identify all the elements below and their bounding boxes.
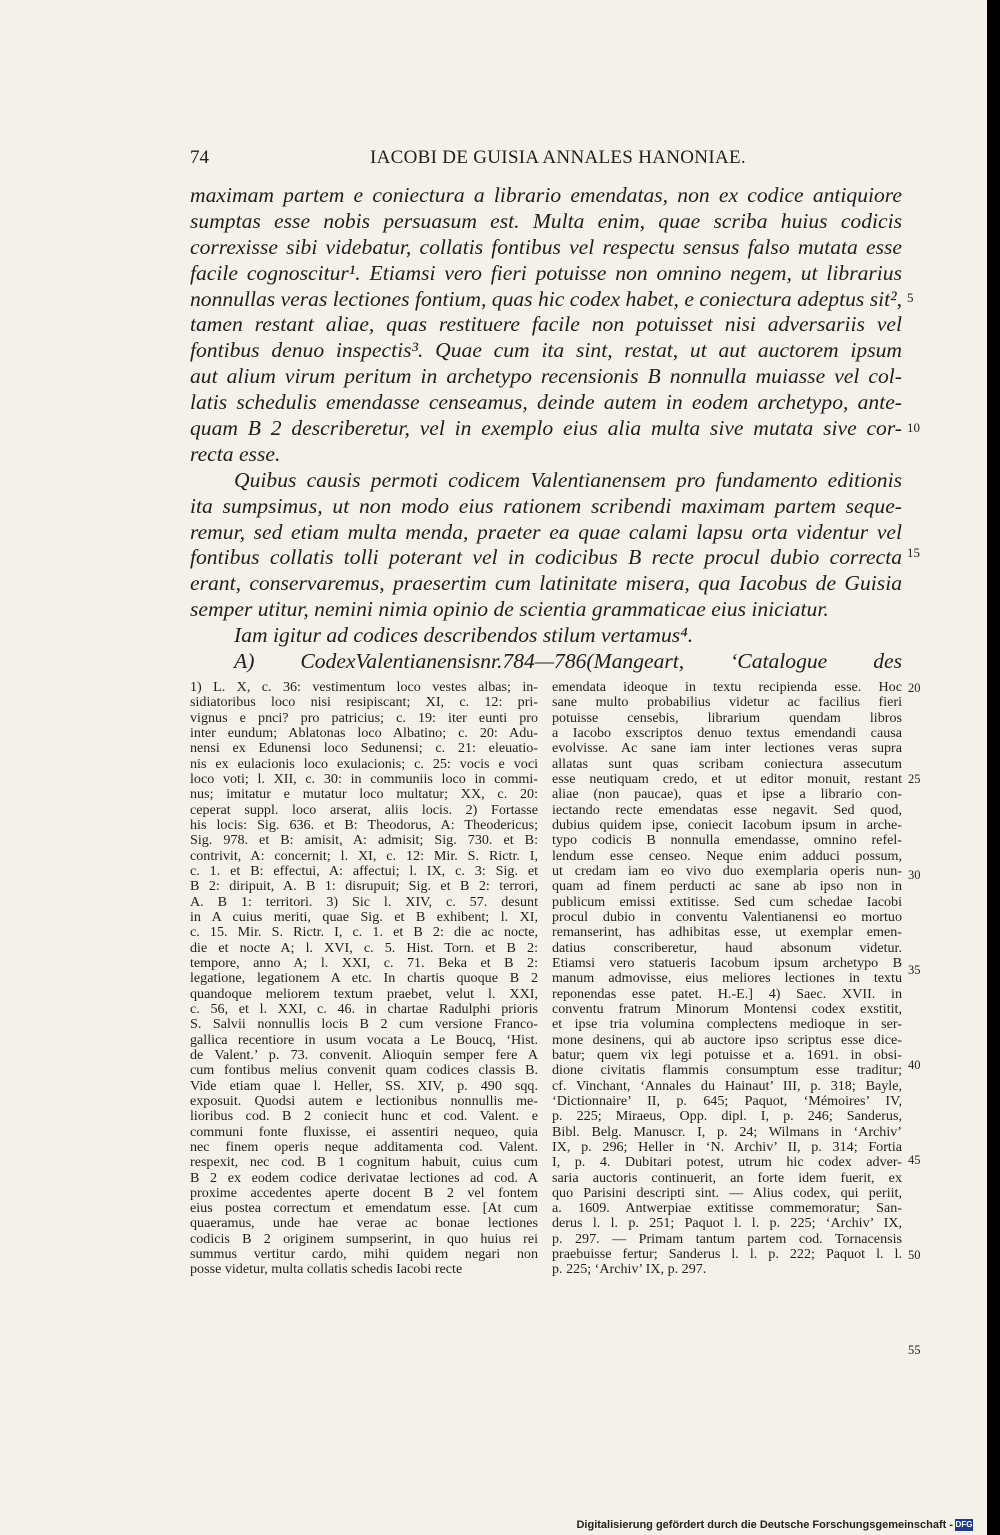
main-text-line: quam B 2 describeretur, vel in exemplo eius alia multa sive mutata sive cor-	[190, 416, 902, 441]
footnote-line: reponendas esse patet. H.-E.] 4) Saec. XVII. in	[552, 985, 902, 1002]
footnote-line: manum admovisse, eius meliores lectiones in textu	[552, 970, 902, 987]
page-number: 74	[190, 147, 209, 168]
note-line-number: 45	[908, 1153, 921, 1167]
footnote-line: B 2 ex eodem codice derivatae lectiones ad cod. A	[190, 1169, 538, 1186]
codex-heading-line: A) CodexValentianensisnr.784—786(Mangeart, ‘Catalogue des	[234, 649, 902, 674]
footnote-line: codicis B 2 originem sumpserint, in quo huius rei	[190, 1230, 538, 1247]
footnote-line: datius conscriberetur, haud absonum videtur.	[552, 939, 902, 956]
footnote-line: inter eundum; Ablatonas loco Albatino; c. 20: Adu-	[190, 724, 538, 741]
main-text-line: fontibus denuo inspectis³. Quae cum ita sint, restat, ut aut auctorem ipsum	[190, 338, 902, 363]
footnote-line: his locis: Sig. 636. et B: Theodorus, A: Theodericus;	[190, 816, 538, 833]
scan-edge	[987, 0, 1000, 1535]
footnote-line: tempore, anno A; l. XXI, c. 71. Beka et B 2:	[190, 954, 538, 971]
footnote-line: potuisse censebis, librarium quendam libros	[552, 709, 902, 726]
footnote-line: p. 225; Miraeus, Opp. dipl. I, p. 246; Sanderus,	[552, 1108, 902, 1125]
footnote-line: Etiamsi vero statueris Iacobum ipsum archetypo B	[552, 954, 902, 971]
footnote-line: et ipse tria volumina complectens medioque in ser-	[552, 1016, 902, 1033]
footnote-line: publicum emissi extitisse. Sed cum schedae Iacobi	[552, 893, 902, 910]
footnote-line: in A cuius meriti, quae Sig. et B exhibent; l. XI,	[190, 908, 538, 925]
main-text-line: sumptas esse nobis persuasum est. Multa enim, quae scriba huius codicis	[190, 208, 902, 233]
footnote-line: c. 56, et l. XXI, c. 46. in chartae Radulphi prioris	[190, 1000, 538, 1017]
footnote-line: dubius quidem ipse, coniecit Iacobum ipsum in arche-	[552, 816, 902, 833]
footnote-line: Sig. 978. et B: amisit, A: admisit; Sig. 730. et B:	[190, 832, 538, 849]
footnote-line: contrivit, A: concernit; l. XI, c. 12: Mir. S. Rictr. I,	[190, 847, 538, 864]
note-line-number: 20	[908, 681, 921, 695]
footnote-line: exposuit. Quodsi autem e lectionibus nonnullis me-	[190, 1092, 538, 1109]
page-header	[190, 147, 902, 171]
footnote-line: dione civitatis flammis consumptum esse traditur;	[552, 1062, 902, 1079]
footnote-line: c. 15. Mir. S. Rictr. I, c. 1. et B 2: die ac nocte,	[190, 924, 538, 941]
footnote-line: praebuisse fertur; Sanderus l. l. p. 222; Paquot l. l.	[552, 1246, 902, 1263]
footnote-line: die et nocte A; l. XVI, c. 5. Hist. Torn. et B 2:	[190, 939, 538, 956]
footnote-line: esse neutiquam credo, et ut editor monuit, restant	[552, 770, 902, 787]
main-text-line: semper utitur, nemini nimia opinio de scientia grammaticae eius iniciatur.	[190, 597, 829, 622]
footnote-line: mone desinens, qui ab auctore ipso scriptus esse dice-	[552, 1031, 902, 1048]
footnote-line: de Valent.’ p. 73. convenit. Alioquin semper fere A	[190, 1046, 538, 1063]
footnote-line: proxime accedentes aperte docent B 2 vel fontem	[190, 1184, 538, 1201]
footnote-line: aliae (non paucae), quas et ipse a librario con-	[552, 786, 902, 803]
footnote-line: loco voti; l. XII, c. 30: in communiis loco in commi-	[190, 770, 538, 787]
footnote-line: nis ex eulacionis loco exulacionis; c. 25: vocis e voci	[190, 755, 538, 772]
footnote-line: evolvisse. Ac sane iam inter lectiones veras supra	[552, 740, 902, 757]
note-line-number: 40	[908, 1058, 921, 1072]
footnote-line: B 2: diripuit, A. B 1: disrupuit; Sig. et B 2: terrori,	[190, 878, 538, 895]
footnote-line: nus; imitatur e mutatur loco multatur; XX, c. 20:	[190, 786, 538, 803]
footnote-line: ‘Dictionnaire’ II, p. 645; Paquot, ‘Mémoires’ IV,	[552, 1092, 902, 1109]
footnote-line: gallica recentiore in usum vocata a Le Boucq, ‘Hist.	[190, 1031, 538, 1048]
footnote-line: saria auctoris continuerit, an forte idem fuerit, ex	[552, 1169, 902, 1186]
note-line-number: 50	[908, 1248, 921, 1262]
footnote-line: nensi ex Edunensi loco Sedunensi; c. 21: eleuatio-	[190, 740, 538, 757]
main-text-line: recta esse.	[190, 441, 281, 466]
footnote-line: iectando recte emendatas esse negavit. Sed quod,	[552, 801, 902, 818]
footnote-line: quaeramus, unde hae verae ac bonae lectiones	[190, 1215, 538, 1232]
main-text-line: facile cognoscitur¹. Etiamsi vero fieri potuisse non omnino negem, ut librarius	[190, 260, 902, 285]
footnote-line: lendum esse censeo. Neque enim adduci possum,	[552, 847, 902, 864]
footnote-line: conventu fratrum Minorum Montensi codex exstitit,	[552, 1000, 902, 1017]
footnote-line: Bibl. Belg. Manuscr. I, p. 24; Wilmans in ‘Archiv’	[552, 1123, 902, 1140]
footnote-line: 1) L. X, c. 36: vestimentum loco vestes albas; in-	[190, 679, 538, 695]
main-text-line: fontibus collatis tolli poterant vel in codicibus B recte procul dubio correcta	[190, 545, 902, 570]
main-text-line: remur, sed etiam multa menda, praeter ea quae calami lapsu orta videntur vel	[190, 519, 902, 544]
footnote-line: I, p. 4. Dubitari potest, utrum hic codex adver-	[552, 1154, 902, 1171]
footnote-line: A. B 1: territori. 3) Sic l. XIV, c. 57. desunt	[190, 893, 538, 910]
line-number: 10	[907, 420, 920, 435]
main-text-line: aut alium virum peritum in archetypo recensionis B nonnulla muiasse vel col-	[190, 364, 902, 389]
footnote-line: allatas sunt quas scribam coniectura assecutum	[552, 755, 902, 772]
footnote-line: quandoque meliorem textum praebet, velut l. XXI,	[190, 985, 538, 1002]
footnote-line: lioribus cod. B 2 coniecit hunc et cod. Valent. e	[190, 1108, 538, 1125]
footnote-line: cum fontibus melius convenit quam codices classis B.	[190, 1062, 538, 1079]
footnote-line: sane multo probabilius videtur ac facilius fieri	[552, 694, 902, 711]
footnote-line: respexit, nec cod. B 1 cognitum habuit, cuius cum	[190, 1154, 538, 1171]
footnote-line: eius postea correctum et emendatum esse. [At cum	[190, 1200, 538, 1217]
footnote-line: cf. Vinchant, ‘Annales du Hainaut’ III, p. 318; Bayle,	[552, 1077, 902, 1094]
footnote-line: communi fonte fluxisse, ei assentiri nequeo, quia	[190, 1123, 538, 1140]
main-text-line: latis schedulis emendasse censeamus, deinde autem in eodem archetypo, ante-	[190, 390, 902, 415]
footnote-line: nec finem operis neque additamenta cod. Valent.	[190, 1138, 538, 1155]
footnotes-right-column	[552, 680, 902, 1278]
footnote-line: vignus e pnci? pro patricius; c. 19: iter eunti pro	[190, 709, 538, 726]
footnote-line: ut credam iam eo vivo duo exemplaria operis nun-	[552, 862, 902, 879]
footnote-line: S. Salvii nonnullis locis B 2 cum versione Franco-	[190, 1016, 538, 1033]
main-text	[190, 183, 902, 675]
footnotes-left-column	[190, 680, 538, 1278]
main-text-line: erant, conservaremus, praesertim cum latinitate misera, qua Iacobus de Guisia	[190, 571, 902, 596]
main-text-line: Iam igitur ad codices describendos stilum vertamus⁴.	[234, 623, 694, 648]
dfg-logo: DFG	[955, 1520, 973, 1529]
footnote-line: IX, p. 296; Heller in ‘N. Archiv’ II, p. 314; Fortia	[552, 1138, 902, 1155]
main-text-line: Quibus causis permoti codicem Valentianensem pro fundamento editionis	[234, 467, 902, 492]
footnote-line: p. 297. — Primam tantum partem cod. Tornacensis	[552, 1230, 902, 1247]
line-number: 5	[907, 290, 914, 305]
footnote-line: batur; quem vix legi potuisse et a. 1691. in obsi-	[552, 1046, 902, 1063]
main-text-line: ita sumpsimus, ut non modo eius rationem scribendi maximam partem seque-	[190, 493, 902, 518]
running-title: IACOBI DE GUISIA ANNALES HANONIAE.	[370, 147, 746, 168]
note-line-number: 35	[908, 963, 921, 977]
footnote-line: c. 1. et B: effectui, A: affectui; l. IX, c. 3: Sig. et	[190, 862, 538, 879]
line-number: 15	[907, 545, 920, 560]
main-text-line: maximam partem e coniectura a librario emendatas, non ex codice antiquiore	[190, 183, 902, 207]
footnote-line: remanserint, has adhibitas esse, ut exemplar emen-	[552, 924, 902, 941]
footnote-line: procul dubio in conventu Valentianensi eo mortuo	[552, 908, 902, 925]
main-text-line: correxisse sibi videbatur, collatis fontibus vel respectu sensus falso mutata esse	[190, 234, 902, 259]
footnote-line: derus l. l. p. 251; Paquot l. l. p. 225; ‘Archiv’ IX,	[552, 1215, 902, 1232]
footnote-line: typo codicis B nonnulla emendasse, omnino refel-	[552, 832, 902, 849]
footnote-line: legatione, legationem A etc. In chartis quoque B 2	[190, 970, 538, 987]
footnote-line: a. 1609. Antwerpiae extitisse commemoratur; San-	[552, 1200, 902, 1217]
note-line-number: 55	[908, 1343, 921, 1357]
footnote-line: a Iacobo exscriptos denuo textus emendandi causa	[552, 724, 902, 741]
footnote-line: summus vertitur cardo, mihi quidem negari non	[190, 1246, 538, 1263]
footnote-line: posse videtur, multa collatis schedis Iacobi recte	[190, 1261, 463, 1278]
note-line-number: 25	[908, 772, 921, 786]
footnote-line: quo Parisini descripti sint. — Alius codex, qui periit,	[552, 1184, 902, 1201]
footer-credit: Digitalisierung gefördert durch die Deutsche Forschungsgemeinschaft -	[576, 1519, 953, 1531]
main-text-line: tamen restant aliae, quas restituere facile non potuisset nisi adversariis vel	[190, 312, 902, 337]
footnote-line: Vide etiam quae l. Heller, SS. XIV, p. 490 sqq.	[190, 1077, 538, 1094]
footnote-line: quam ad finem perducti ac sane ab ipso non in	[552, 878, 902, 895]
footnote-line: emendata ideoque in textu recipienda esse. Hoc	[552, 679, 902, 695]
footnote-line: p. 225; ‘Archiv’ IX, p. 297.	[552, 1261, 707, 1278]
footnote-line: sidiatoribus loco nisi resipiscant; XI, c. 12: pri-	[190, 694, 538, 711]
note-line-number: 30	[908, 868, 921, 882]
main-text-line: nonnullas veras lectiones fontium, quas hic codex habet, e coniectura adeptus sit²,	[190, 286, 902, 311]
footnote-line: ceperat suppl. loco arserat, aliis locis. 2) Fortasse	[190, 801, 538, 818]
